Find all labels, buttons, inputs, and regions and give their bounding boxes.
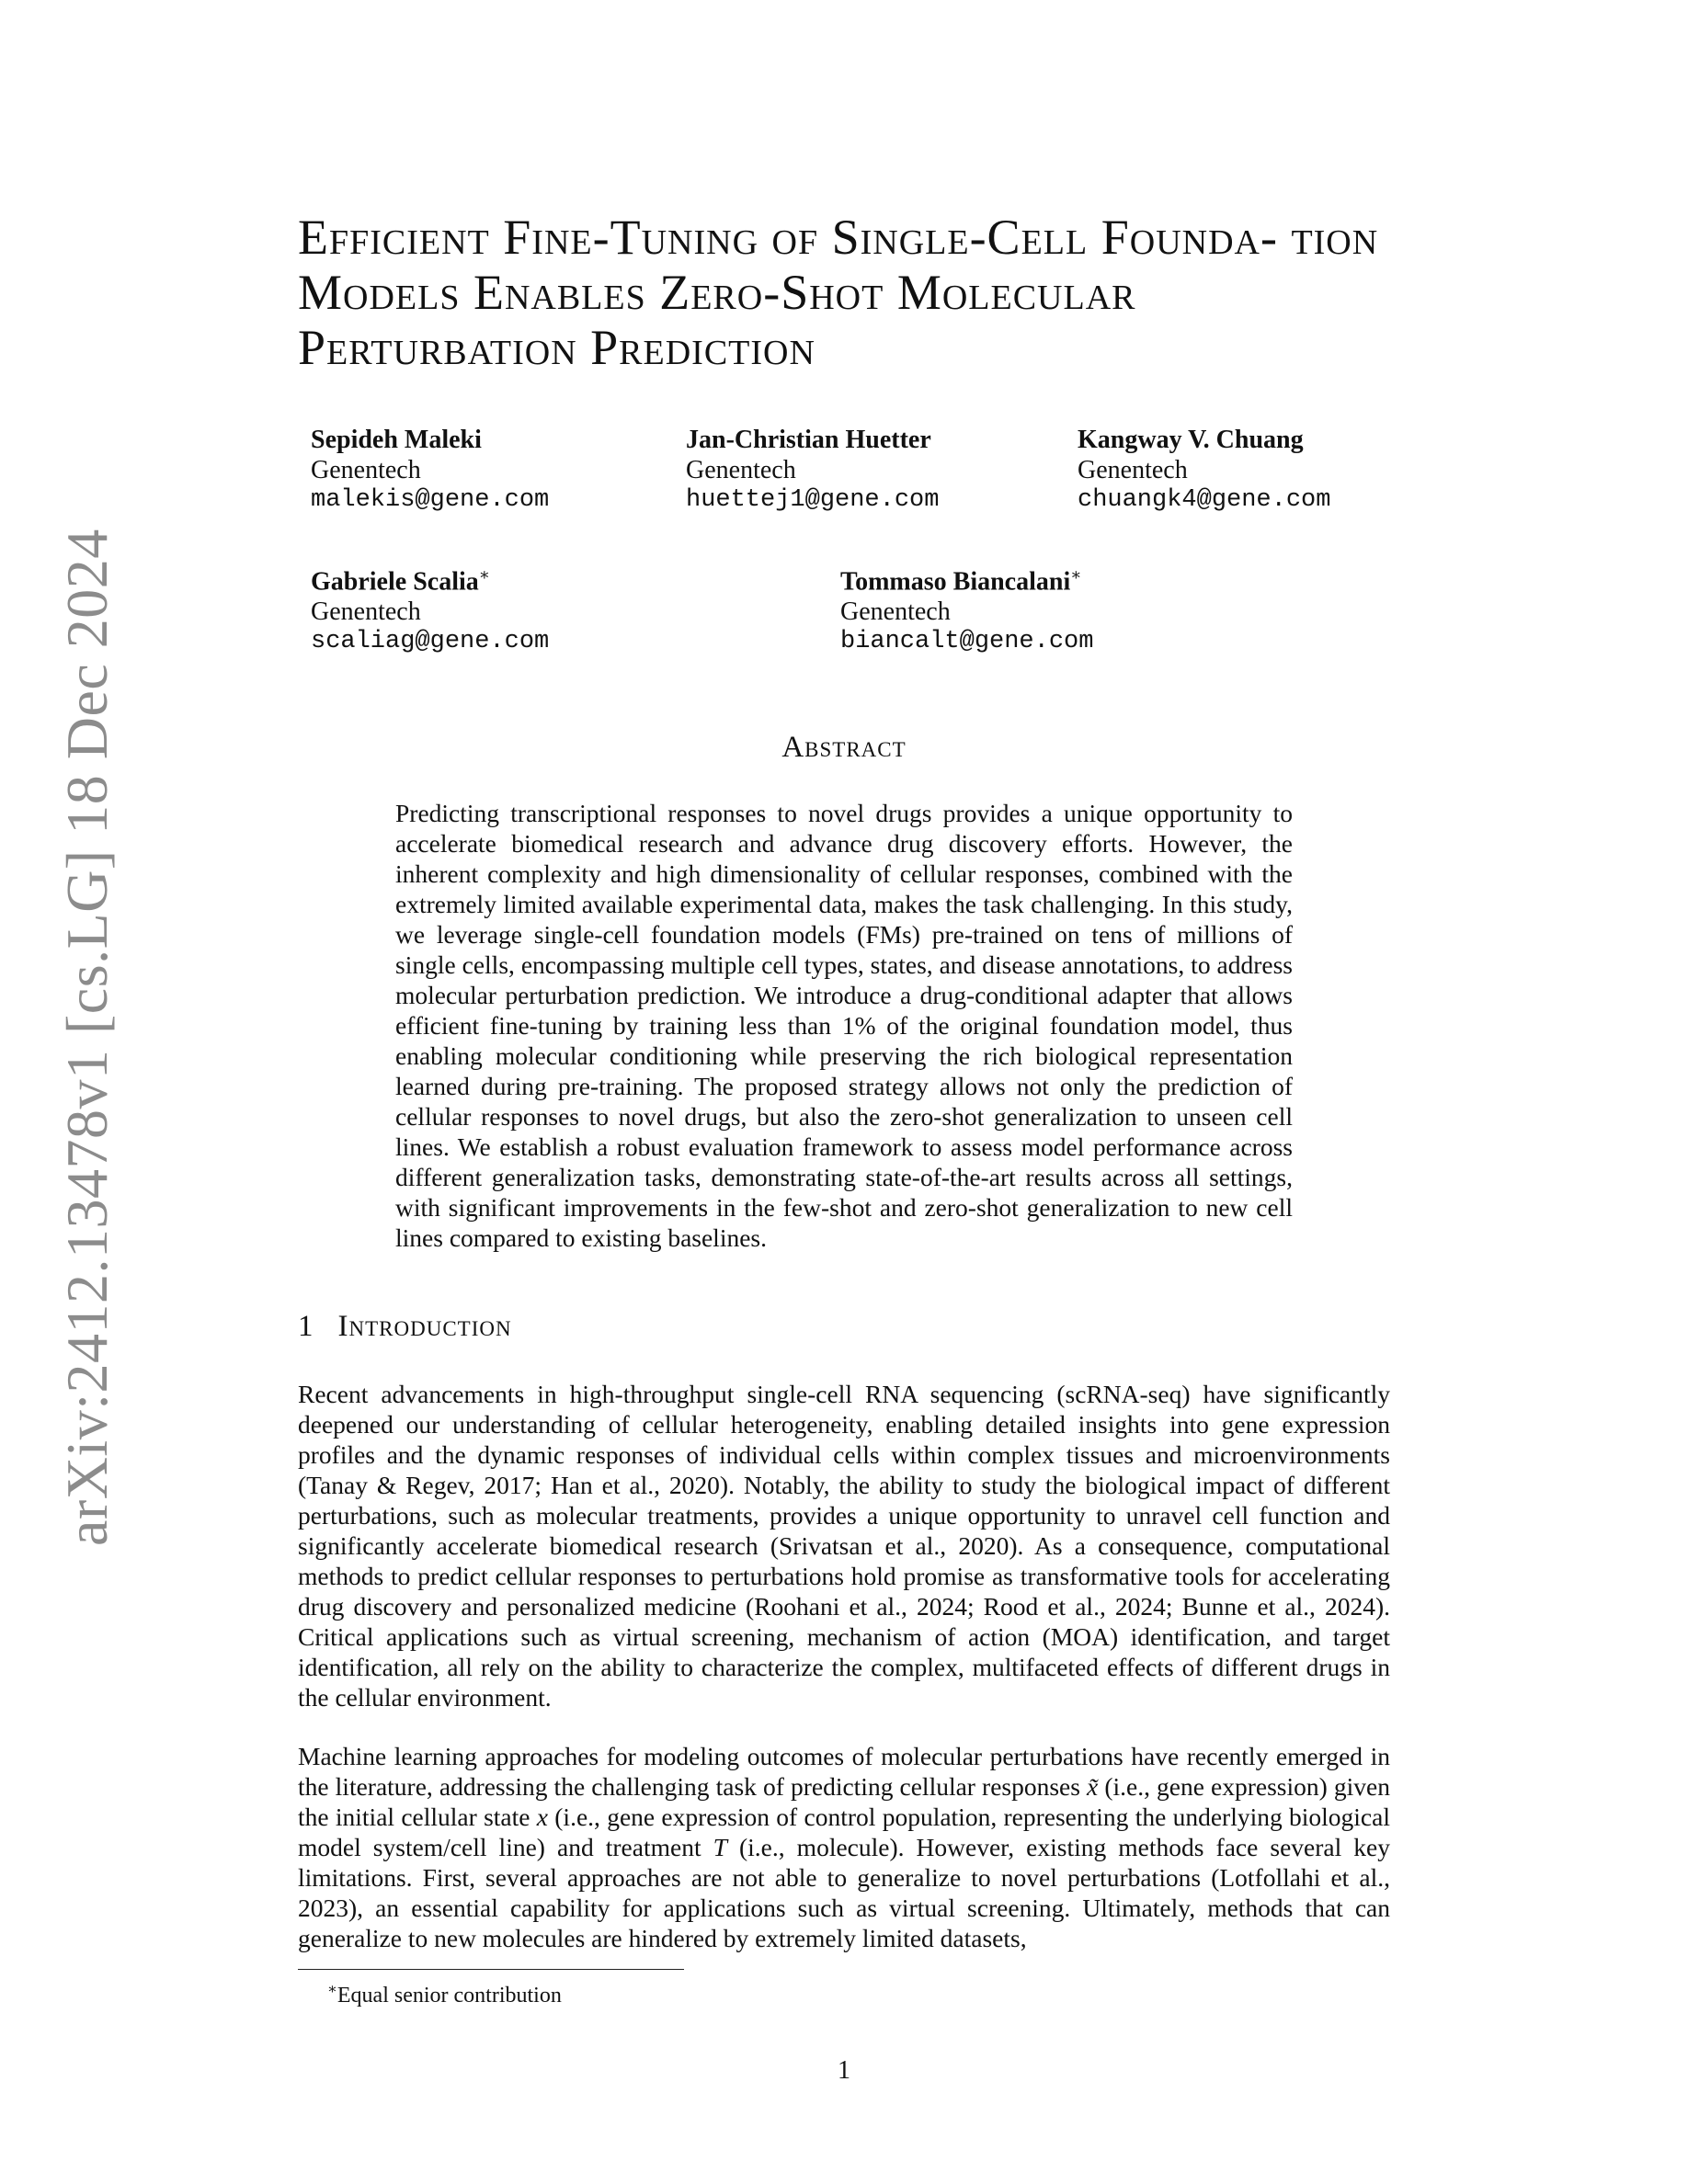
footnote-mark: ∗ xyxy=(327,1982,337,1997)
body-paragraph: Machine learning approaches for modeling outcomes of molecular perturbations have recently emerged in the literature, addressing the challenging task of predicting cellular responses x̃ (i.e., gene expression) given the initial cellular state x (i.e., gene expression of control population, representing the underlying biological model system/cell line) and treatment T (i.e., molecule). However, existing methods face several key limitations. First, several approaches are not able to generalize to novel perturbations (Lotfollahi et al., 2023), an essential capability for applications such as virtual screening. Ultimately, methods that can generalize to new molecules are hindered by extremely limited datasets, xyxy=(298,1742,1390,1952)
equal-contribution-mark: ∗ xyxy=(478,565,490,584)
section-number: 1 xyxy=(298,1310,314,1343)
footnote-text: Equal senior contribution xyxy=(336,1984,562,2008)
author-block xyxy=(686,425,939,516)
author-block xyxy=(840,560,1093,657)
author-email[interactable]: chuangk4@gene.com xyxy=(1078,486,1331,514)
math-symbol: T xyxy=(713,1833,727,1861)
paper-title: Efficient Fine-Tuning of Single-Cell Founda- tion Models Enables Zero-Shot Molecular Perturbation Prediction xyxy=(298,210,1379,375)
author-name: Tommaso Biancalani xyxy=(840,567,1071,597)
math-symbol: x xyxy=(536,1803,548,1831)
author-name: Gabriele Scalia xyxy=(311,567,479,597)
body-paragraph: Recent advancements in high-throughput single-cell RNA sequencing (scRNA-seq) have significantly deepened our understanding of cellular heterogeneity, enabling detailed insights into gene expression profiles and the dynamic responses of individual cells within complex tissues and microenvironments (Tanay & Regev, 2017; Han et al., 2020). Notably, the ability to study the biological impact of different perturbations, such as molecular treatments, provides a unique opportunity to unravel cell function and significantly accelerate biomedical research (Srivatsan et al., 2020). As a consequence, computational methods to predict cellular responses to perturbations hold promise as transformative tools for accelerating drug discovery and personalized medicine (Roohani et al., 2024; Rood et al., 2024; Bunne et al., 2024). Critical applications such as virtual screening, mechanism of action (MOA) identification, and target identification, all rely on the ability to characterize the complex, multifaceted effects of different drugs in the cellular environment. xyxy=(298,1380,1390,1712)
author-affiliation: Genentech xyxy=(311,456,421,484)
abstract-heading: Abstract xyxy=(781,731,907,764)
section-title: Introduction xyxy=(337,1310,512,1343)
author-block xyxy=(311,560,549,657)
footnote-divider xyxy=(298,1969,684,1970)
author-name: Kangway V. Chuang xyxy=(1078,426,1304,454)
page-number: 1 xyxy=(838,2056,850,2085)
author-email[interactable]: biancalt@gene.com xyxy=(840,628,1094,656)
abstract-text: Predicting transcriptional responses to novel drugs provides a unique opportunity to accelerate biomedical research and advance drug discovery efforts. However, the inherent complexity and high dimensionality of cellular responses, combined with the extremely limited available experimental data, makes the task challenging. In this study, we leverage single-cell foundation models (FMs) pre-trained on tens of millions of single cells, encompassing multiple cell types, states, and disease annotations, to address molecular perturbation prediction. We introduce a drug-conditional adapter that allows efficient fine-tuning by training less than 1% of the original foundation model, thus enabling molecular conditioning while preserving the rich biological representation learned during pre-training. The proposed strategy allows not only the prediction of cellular responses to novel drugs, but also the zero-shot generalization to unseen cell lines. We establish a robust evaluation framework to assess model performance across different generalization tasks, demonstrating state-of-the-art results across all settings, with significant improvements in the few-shot and zero-shot generalization to new cell lines compared to existing baselines. xyxy=(395,799,1293,1252)
math-symbol: x̃ xyxy=(1087,1772,1099,1801)
author-affiliation: Genentech xyxy=(686,456,796,484)
author-affiliation: Genentech xyxy=(840,597,951,627)
author-name: Jan-Christian Huetter xyxy=(686,426,931,454)
arxiv-identifier: arXiv:2412.13478v1 [cs.LG] 18 Dec 2024 xyxy=(54,529,120,1546)
author-name: Sepideh Maleki xyxy=(311,426,482,454)
author-affiliation: Genentech xyxy=(1078,456,1188,484)
author-block xyxy=(1078,425,1330,516)
author-email[interactable]: malekis@gene.com xyxy=(311,486,550,514)
author-email[interactable]: scaliag@gene.com xyxy=(311,628,550,656)
author-email[interactable]: huettej1@gene.com xyxy=(686,486,940,514)
section-heading xyxy=(298,1310,512,1344)
equal-contribution-mark: ∗ xyxy=(1070,565,1082,584)
author-affiliation: Genentech xyxy=(311,597,421,627)
author-block xyxy=(311,425,549,516)
footnote xyxy=(327,1980,562,2008)
